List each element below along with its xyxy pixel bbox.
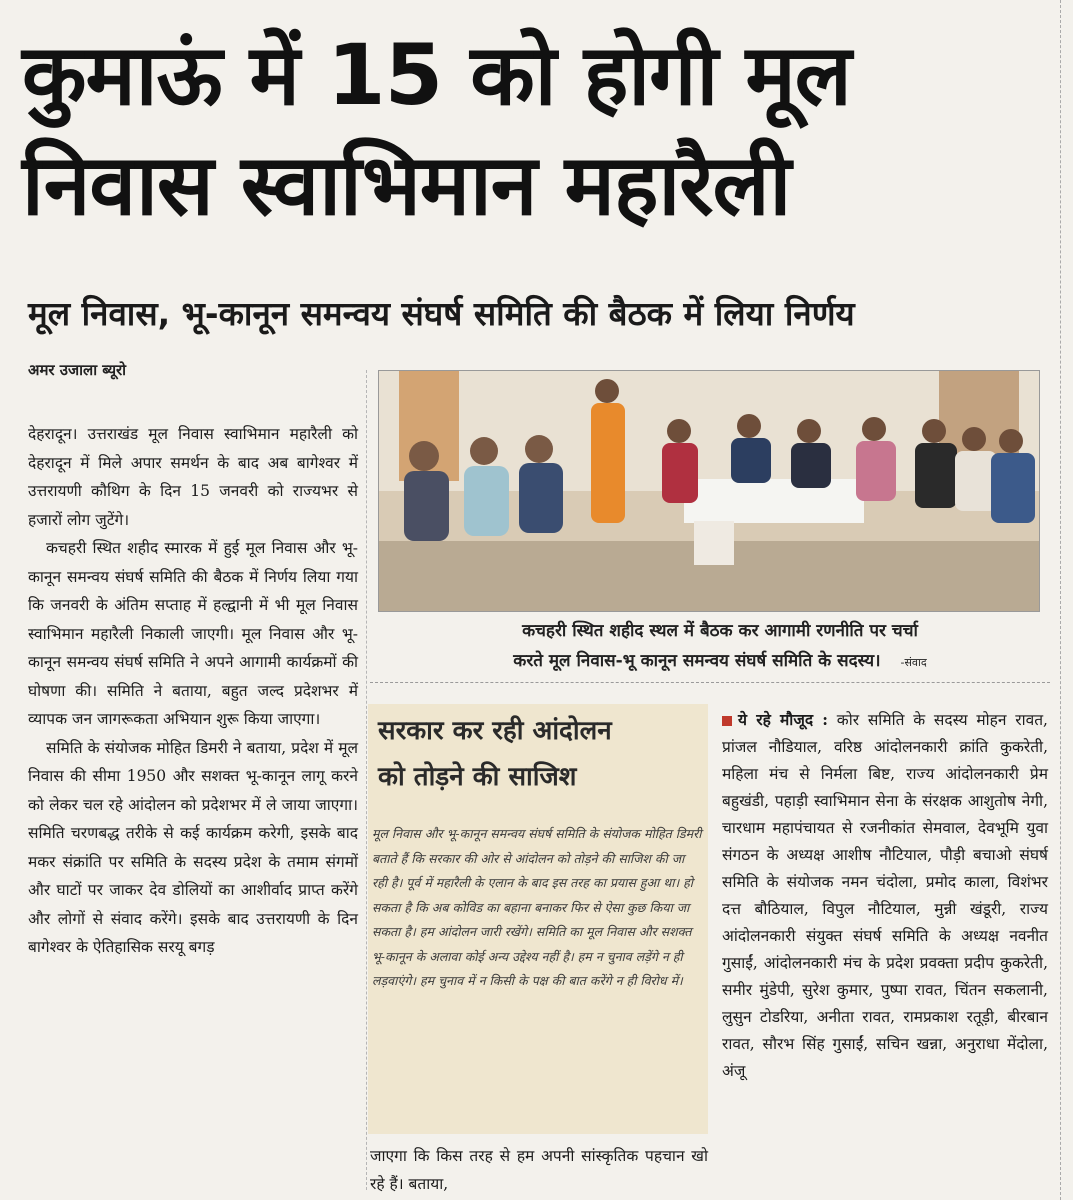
photo-caption <box>420 616 1020 678</box>
attendees-list: कोर समिति के सदस्य मोहन रावत, प्रांजल नौडियाल, वरिष्ठ आंदोलनकारी क्रांति कुकरेती, महिला मंच से निर्मला बिष्ट, राज्य आंदोलनकारी प्रेम बहुखंडी, पहाड़ी स्वाभिमान सेना के संरक्षक आशुतोष नेगी, चारधाम महापंचायत से रजनीकांत सेमवाल, देवभूमि युवा संगठन के अध्यक्ष आशीष नौटियाल, पौड़ी बचाओ संघर्ष समिति के संयोजक नमन चंदोला, प्रमोद काला, विशंभर दत्त बौठियाल, विपुल नौटियाल, मुन्नी खंडूरी, राज्य आंदोलनकारी संयुक्त संघर्ष समिति के अध्यक्ष नवनीत गुसाईं, आंदोलनकारी मंच के प्रदेश प्रवक्ता प्रदीप कुकरेती, समीर मुंडेपी, सुरेश कुमार, पुष्पा रावत, चिंतन सकलानी, लुसुन टोडरिया, अनीता रावत, रामप्रकाश रतूड़ी, बीरबान रावत, सौरभ सिंह गुसाईं, सचिन खन्ना, अनुराधा मेंदोला, अंजू <box>722 711 1048 1080</box>
caption-line-1: कचहरी स्थित शहीद स्थल में बैठक कर आगामी रणनीति पर चर्चा <box>522 621 918 641</box>
photo-credit: -संवाद <box>900 656 927 669</box>
caption-line-2-wrap <box>420 646 1020 678</box>
sidebar-box-title <box>378 708 708 800</box>
attendees-lead: ये रहे मौजूद : <box>738 710 829 729</box>
column-divider <box>366 370 367 1190</box>
meeting-photo <box>378 370 1040 612</box>
paragraph-1: देहरादून। उत्तराखंड मूल निवास स्वाभिमान महारैली को देहरादून में मिले अपार समर्थन के बाद अब बागेश्वर में उत्तरायणी कौथिग के दिन 15 जनवरी को राज्यभर से हजारों लोग जुटेंगे। <box>28 425 358 529</box>
attendees-column <box>722 706 1048 1085</box>
bullet-marker-icon <box>722 716 732 726</box>
headline: कुमाऊं में 15 को होगी मूल निवास स्वाभिमान महारैली <box>22 26 851 234</box>
page-edge-divider <box>1060 0 1062 1200</box>
section-divider <box>370 682 1050 683</box>
box-title-line-1: सरकार कर रही आंदोलन <box>378 716 612 746</box>
paragraph-2: कचहरी स्थित शहीद स्मारक में हुई मूल निवास और भू-कानून समन्वय संघर्ष समिति की बैठक में निर्णय लिया गया कि जनवरी के अंतिम सप्ताह में हल्द्वानी में भी मूल निवास स्वाभिमान महारैली निकाली जाएगी। मूल निवास और भू-कानून समन्वय संघर्ष समिति ने अपने आगामी कार्यक्रमों की घोषणा की। समिति ने बताया, बहुत जल्द प्रदेशभर में व्यापक जन जागरूकता अभियान शुरू किया जाएगा। <box>28 539 358 728</box>
paragraph-3: समिति के संयोजक मोहित डिमरी ने बताया, प्रदेश में मूल निवास की सीमा 1950 और सशक्त भू-कानून लागू करने को लेकर चल रहे आंदोलन को प्रदेशभर में ले जाया जाएगा। समिति चरणबद्ध तरीके से कई कार्यक्रम करेगी, इसके बाद मकर संक्रांति पर समिति के सदस्य प्रदेश के तमाम संगमों और घाटों पर जाकर देव डोलियों का आशीर्वाद प्राप्त करेंगे और लोगों से संवाद करेंगे। इसके बाद उत्तरायणी के दिन बागेश्वर के ऐतिहासिक सरयू बगड़ <box>28 738 358 956</box>
meeting-photo-illustration <box>379 371 1039 611</box>
subheadline: मूल निवास, भू-कानून समन्वय संघर्ष समिति की बैठक में लिया निर्णय <box>28 294 855 333</box>
caption-line-2: करते मूल निवास-भू कानून समन्वय संघर्ष समिति के सदस्य। <box>513 651 881 671</box>
article-column-1 <box>28 420 358 962</box>
article-column-2-continued: जाएगा कि किस तरह से हम अपनी सांस्कृतिक पहचान खो रहे हैं। बताया, <box>370 1147 708 1193</box>
sidebar-box-body: मूल निवास और भू-कानून समन्वय संघर्ष समिति के संयोजक मोहित डिमरी बताते हैं कि सरकार की ओर से आंदोलन को तोड़ने की साजिश की जा रही है। पूर्व में महारैली के एलान के बाद इस तरह का प्रयास हुआ था। हो सकता है कि अब कोविड का बहाना बनाकर फिर से ऐसा कुछ किया जा सकता है। हम आंदोलन जारी रखेंगे। समिति का मूल निवास और सशक्त भू-कानून के अलावा कोई अन्य उद्देश्य नहीं है। हम न चुनाव लड़ेंगे न ही लड़वाएंगे। हम चुनाव में न किसी के पक्ष की बात करेंगे न ही विरोध में। <box>372 826 702 988</box>
box-title-line-2: को तोड़ने की साजिश <box>378 762 577 792</box>
byline: अमर उजाला ब्यूरो <box>28 361 127 379</box>
